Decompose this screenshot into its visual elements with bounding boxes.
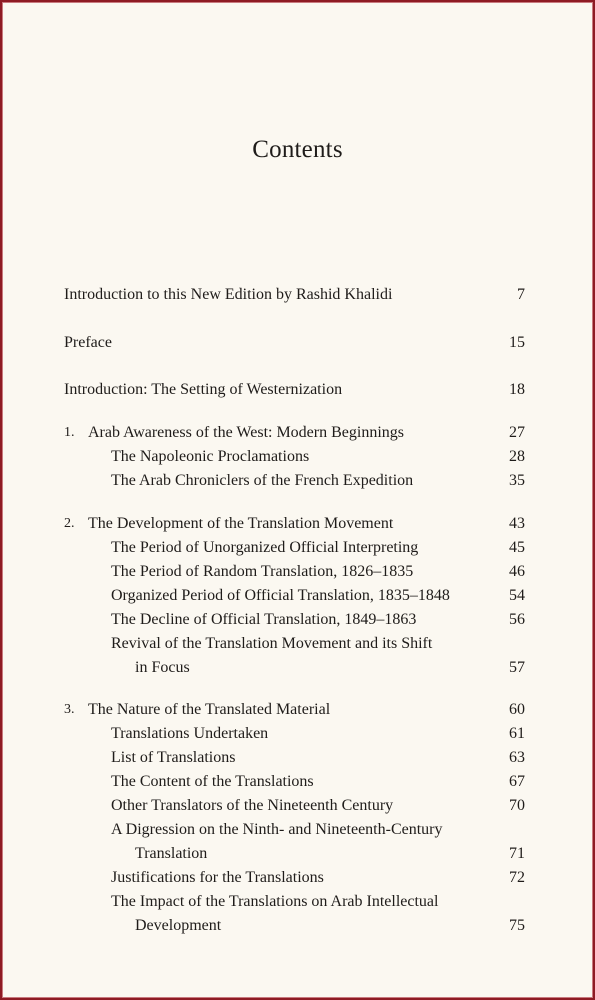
- toc-section: [2, 867, 593, 889]
- section-title: Translations Undertaken: [111, 725, 269, 742]
- entry-page: 35: [509, 472, 525, 489]
- toc-section: [2, 633, 593, 655]
- toc-section: [2, 747, 593, 769]
- entry-page: 71: [509, 845, 525, 862]
- chapter-title: The Development of the Translation Movement: [88, 515, 394, 532]
- entry-page: 75: [509, 917, 525, 934]
- entry-page: 70: [509, 797, 525, 814]
- toc-entry-introduction: [2, 379, 593, 401]
- toc-section: [2, 819, 593, 841]
- entry-page: 18: [509, 381, 525, 398]
- entry-page: 54: [509, 587, 525, 604]
- entry-page: 60: [509, 701, 525, 718]
- section-title: Justifications for the Translations: [111, 869, 324, 886]
- section-title: The Decline of Official Translation, 1849–1863: [111, 611, 417, 628]
- entry-title: Preface: [64, 334, 112, 351]
- toc-chapter-3: [2, 699, 593, 721]
- toc-section: [2, 585, 593, 607]
- entry-title: Introduction: The Setting of Westernization: [64, 381, 343, 398]
- section-title: The Content of the Translations: [111, 773, 314, 790]
- toc-section: [2, 446, 593, 468]
- entry-page: 56: [509, 611, 525, 628]
- toc-section: [2, 723, 593, 745]
- toc-chapter-1: [2, 422, 593, 444]
- entry-page: 27: [509, 424, 525, 441]
- entry-page: 63: [509, 749, 525, 766]
- entry-page: 72: [509, 869, 525, 886]
- toc-section: [2, 470, 593, 492]
- entry-page: 57: [509, 659, 525, 676]
- entry-page: 46: [509, 563, 525, 580]
- section-title-continuation: Development: [135, 917, 222, 934]
- entry-page: 45: [509, 539, 525, 556]
- section-title: The Period of Random Translation, 1826–1835: [111, 563, 414, 580]
- entry-page: 67: [509, 773, 525, 790]
- chapter-title: The Nature of the Translated Material: [88, 701, 331, 718]
- toc-section-continuation: [2, 843, 593, 865]
- chapter-number: 1.: [64, 425, 75, 440]
- section-title: A Digression on the Ninth- and Nineteenth-Century: [111, 821, 443, 838]
- chapter-title: Arab Awareness of the West: Modern Beginnings: [88, 424, 404, 441]
- entry-page: 61: [509, 725, 525, 742]
- section-title-continuation: Translation: [135, 845, 208, 862]
- toc-chapter-2: [2, 513, 593, 535]
- entry-page: 28: [509, 448, 525, 465]
- toc-section: [2, 771, 593, 793]
- toc-section: [2, 561, 593, 583]
- toc-section-continuation: [2, 915, 593, 937]
- page-title: Contents: [252, 136, 343, 163]
- toc-section: [2, 795, 593, 817]
- section-title: The Napoleonic Proclamations: [111, 448, 310, 465]
- entry-page: 7: [517, 286, 525, 303]
- toc-entry-intro-new-edition: [2, 284, 593, 306]
- section-title-continuation: in Focus: [135, 659, 190, 676]
- entry-page: 43: [509, 515, 525, 532]
- section-title: The Period of Unorganized Official Interpreting: [111, 539, 419, 556]
- chapter-number: 2.: [64, 516, 75, 531]
- section-title: Other Translators of the Nineteenth Century: [111, 797, 394, 814]
- toc-section: [2, 537, 593, 559]
- section-title: The Impact of the Translations on Arab Intellectual: [111, 893, 439, 910]
- entry-title: Introduction to this New Edition by Rashid Khalidi: [64, 286, 393, 303]
- chapter-number: 3.: [64, 702, 75, 717]
- toc-section: [2, 891, 593, 913]
- section-title: Organized Period of Official Translation, 1835–1848: [111, 587, 450, 604]
- toc-entry-preface: [2, 332, 593, 354]
- section-title: List of Translations: [111, 749, 236, 766]
- toc-section: [2, 609, 593, 631]
- toc-section-continuation: [2, 657, 593, 679]
- entry-page: 15: [509, 334, 525, 351]
- section-title: The Arab Chroniclers of the French Expedition: [111, 472, 414, 489]
- section-title: Revival of the Translation Movement and its Shift: [111, 635, 433, 652]
